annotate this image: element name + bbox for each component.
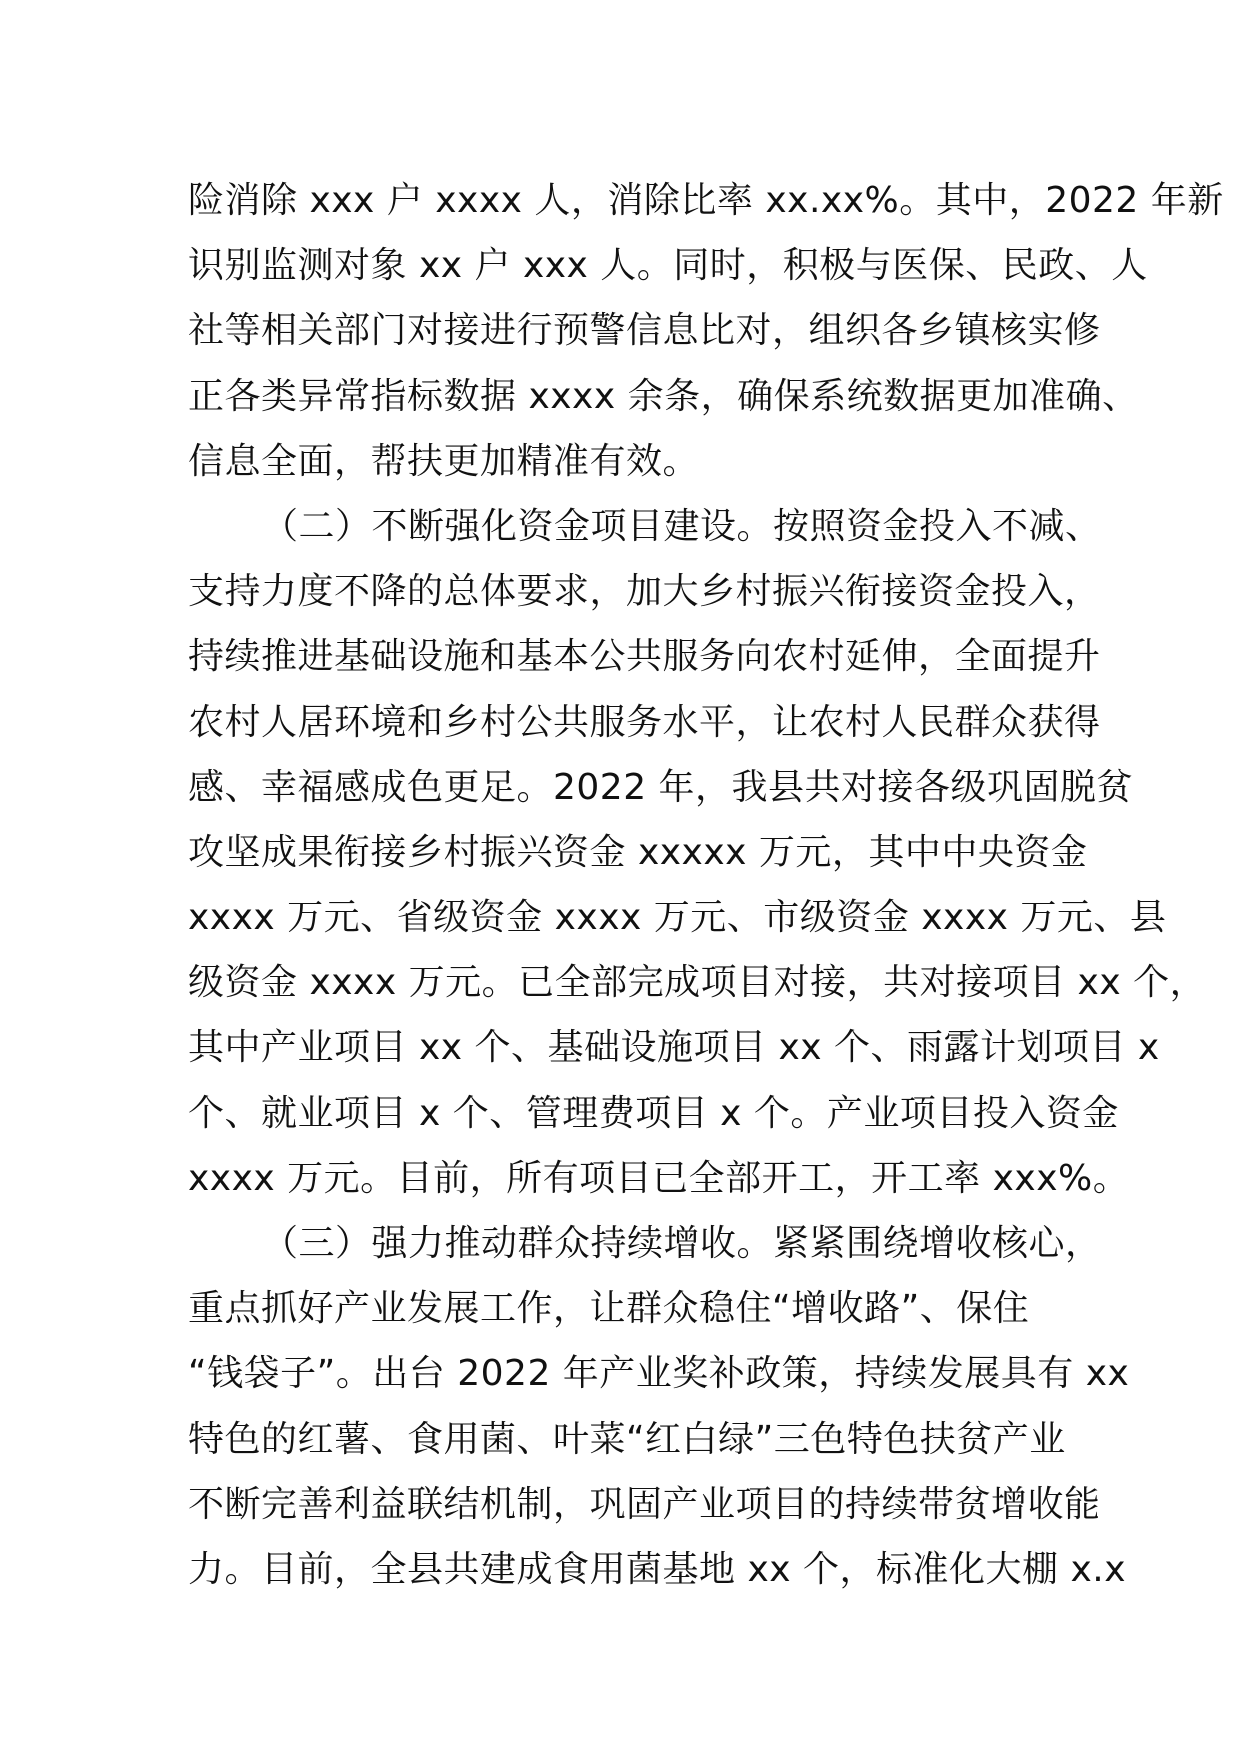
text-line-21: 不断完善利益联结机制，巩固产业项目的持续带贫增收能 bbox=[188, 1483, 1101, 1525]
text-line-10: 感、幸福感成色更足。2022 年，我县共对接各级巩固脱贫 bbox=[188, 766, 1134, 808]
body-text bbox=[188, 168, 1224, 1602]
section-heading-3: （三）强力推动群众持续增收。紧紧围绕增收核心， bbox=[262, 1223, 1102, 1264]
text-line-11: 攻坚成果衔接乡村振兴资金 xxxxx 万元，其中中央资金 bbox=[188, 831, 1088, 873]
text-line-13: 级资金 xxxx 万元。已全部完成项目对接，共对接项目 xx 个， bbox=[188, 962, 1207, 1004]
text-line-12: xxxx 万元、省级资金 xxxx 万元、市级资金 xxxx 万元、县 bbox=[188, 897, 1167, 939]
text-line-19: “钱袋子”。出台 2022 年产业奖补政策，持续发展具有 xx bbox=[188, 1353, 1130, 1395]
text-line-16: xxxx 万元。目前，所有项目已全部开工，开工率 xxx%。 bbox=[188, 1157, 1130, 1199]
text-line-15: 个、就业项目 x 个、管理费项目 x 个。产业项目投入资金 bbox=[188, 1092, 1119, 1134]
text-line-8: 持续推进基础设施和基本公共服务向农村延伸，全面提升 bbox=[188, 636, 1101, 678]
text-line-1: 险消除 xxx 户 xxxx 人，消除比率 xx.xx%。其中，2022 年新 bbox=[188, 180, 1224, 221]
section-heading-2: （二）不断强化资金项目建设。按照资金投入不减、 bbox=[262, 505, 1102, 547]
text-line-7: 支持力度不降的总体要求，加大乡村振兴衔接资金投入， bbox=[188, 571, 1101, 613]
text-line-22: 力。目前，全县共建成食用菌基地 xx 个，标准化大棚 x.x bbox=[188, 1548, 1126, 1590]
text-line-20: 特色的红薯、食用菌、叶菜“红白绿”三色特色扶贫产业 bbox=[188, 1418, 1066, 1460]
text-line-2: 识别监测对象 xx 户 xxx 人。同时，积极与医保、民政、人 bbox=[188, 245, 1148, 287]
text-line-5: 信息全面，帮扶更加精准有效。 bbox=[188, 440, 700, 482]
text-line-9: 农村人居环境和乡村公共服务水平，让农村人民群众获得 bbox=[188, 701, 1101, 743]
text-line-14: 其中产业项目 xx 个、基础设施项目 xx 个、雨露计划项目 x bbox=[188, 1027, 1160, 1069]
text-line-18: 重点抓好产业发展工作，让群众稳住“增收路”、保住 bbox=[188, 1288, 1030, 1330]
text-line-3: 社等相关部门对接进行预警信息比对，组织各乡镇核实修 bbox=[188, 310, 1101, 352]
text-line-4: 正各类异常指标数据 xxxx 余条，确保系统数据更加准确、 bbox=[188, 375, 1139, 417]
